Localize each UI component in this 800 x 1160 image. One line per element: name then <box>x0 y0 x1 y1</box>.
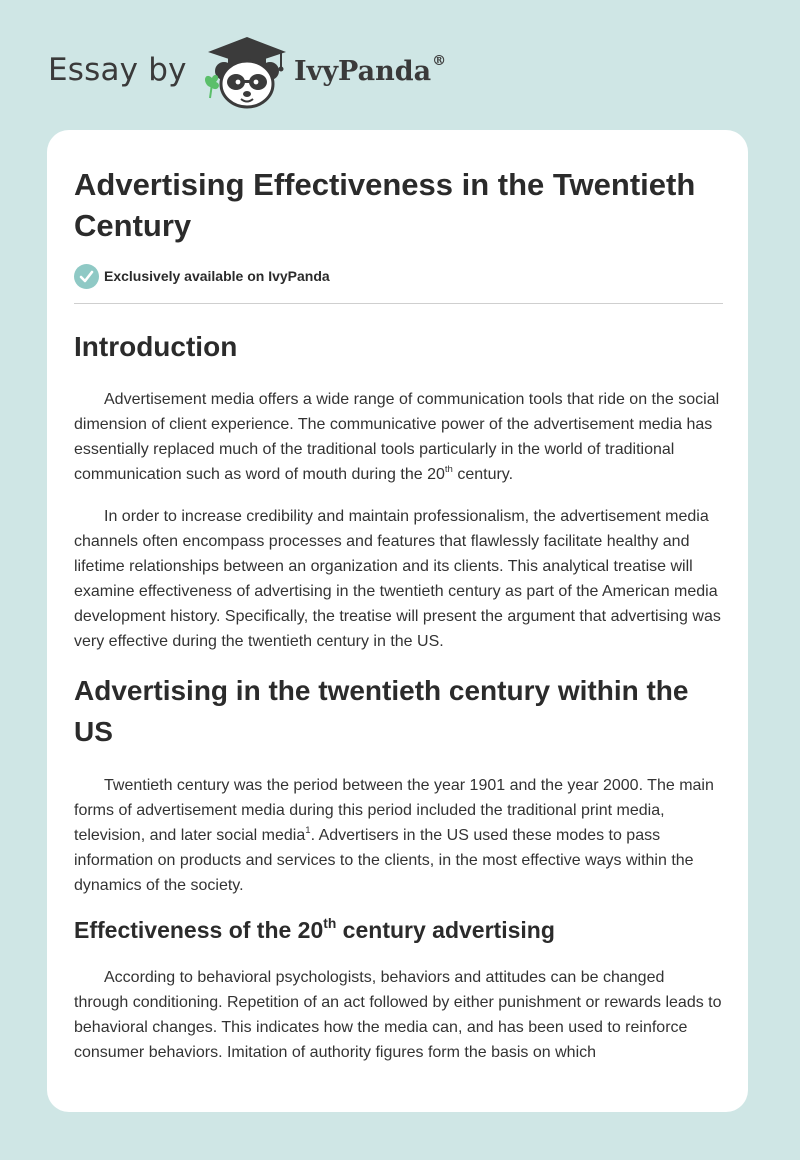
check-icon <box>74 264 99 289</box>
brand-name[interactable]: IvyPanda® <box>294 53 447 87</box>
registered-mark: ® <box>432 53 447 69</box>
superscript: th <box>444 463 453 475</box>
essay-card <box>47 130 748 1112</box>
heading-us-advertising: Advertising in the twentieth century within the US <box>74 675 689 747</box>
brand-prefix: Essay by <box>48 52 187 88</box>
brand-header <box>48 34 468 110</box>
footnote-ref[interactable]: 1 <box>305 824 311 836</box>
essay-content <box>74 164 723 1065</box>
title-divider <box>74 303 723 304</box>
intro-paragraph-1: Advertisement media offers a wide range of communication tools that ride on the social dimension of client experience. The communicative power of the advertisement media has essentially replaced much of the traditional tools particularly in the world of traditional communication such as word of mouth during the 20th century. <box>74 391 720 483</box>
us-paragraph-1: Twentieth century was the period between the year 1901 and the year 2000. The main forms of advertisement media during this period included the traditional print media, television, and later social media$^1$. Advertisers in the US used these modes to pass information on products and services to the clients, in the most effective ways within the dynamics of the society. <box>74 777 714 894</box>
intro-paragraph-2: In order to increase credibility and maintain professionalism, the advertisement media channels often encompass processes and features that flawlessly facilitate healthy and lifetime relationships between an organization and its clients. This analytical treatise will examine effectiveness of advertising in the twentieth century as part of the American media development history. Specifically, the treatise will present the argument that advertising was very effective during the twentieth century in the US. <box>74 508 721 650</box>
essay-title: Advertising Effectiveness in the Twentieth Century <box>74 167 696 243</box>
heading-introduction: Introduction <box>74 331 238 362</box>
effectiveness-paragraph-1: According to behavioral psychologists, behaviors and attitudes can be changed through conditioning. Repetition of an act followed by either punishment or rewards leads to behavioral changes. This indicates how the media can, and has been used to reinforce consumer behaviors. Imitation of authority figures form the basis on which <box>74 969 722 1061</box>
exclusive-badge-text: Exclusively available on IvyPanda <box>104 268 330 284</box>
panda-logo-icon[interactable] <box>202 34 292 110</box>
heading-effectiveness: Effectiveness of the 20th century advertising <box>74 915 555 943</box>
exclusive-badge <box>74 262 723 290</box>
superscript: th <box>323 915 337 931</box>
